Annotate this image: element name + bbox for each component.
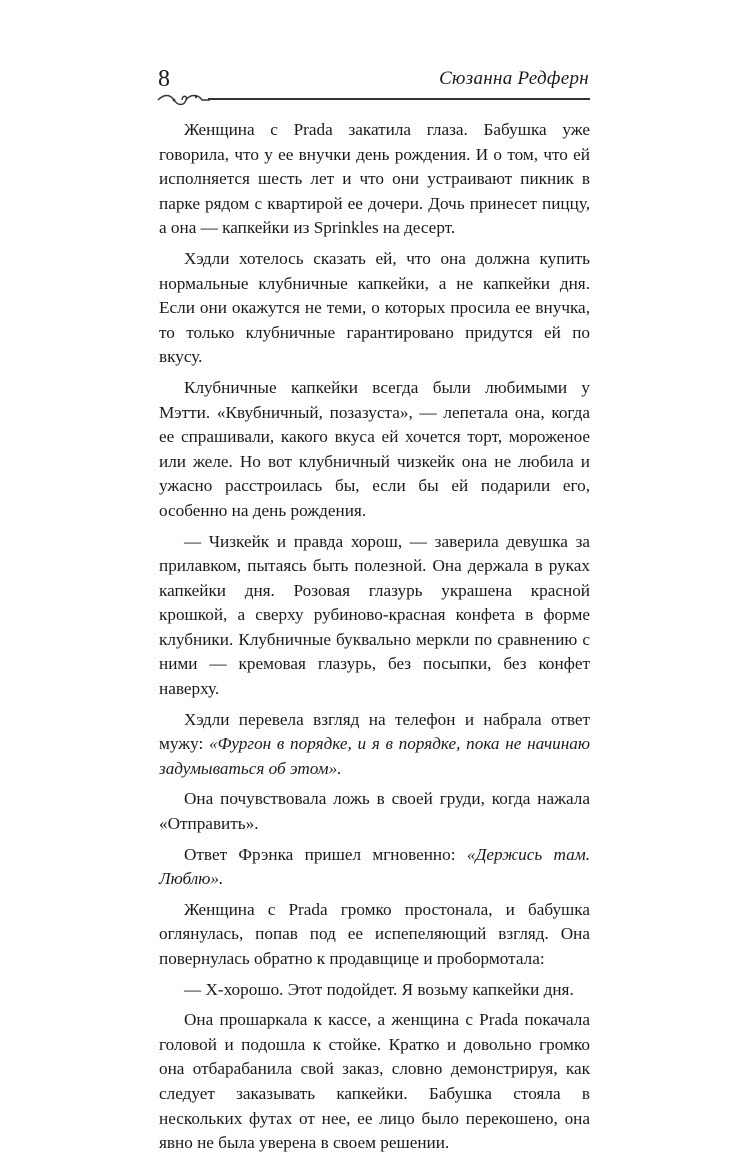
header-ornament-icon xyxy=(156,93,210,107)
italic-message: «Фургон в порядке, и я в порядке, пока не начинаю задумываться об этом». xyxy=(159,734,590,778)
paragraph: Хэдли хотелось сказать ей, что она должна купить нормальные клубничные капкейки, а не капкейки дня. Если они окажутся не теми, о которых просила ее внучка, то только клубничные гарантировано придутся ей по вкусу. xyxy=(159,248,590,367)
paragraph: — Чизкейк и правда хорош, — заверила девушка за прилавком, пытаясь быть полезной. Она держала в руках капкейки дня. Розовая глазурь украшена красной крошкой, а сверху рубиново-красная конфета в форме клубники. Клубничные буквально меркли по сравнению с ними — кремовая глазурь, без посыпки, без конфет наверху. xyxy=(159,531,590,699)
paragraph: Женщина с Prada громко простонала, и бабушка оглянулась, попав под ее испепеляющий взгляд. Она повернулась обратно к продавщице и пробормотала: xyxy=(159,899,590,968)
body-text xyxy=(159,118,590,1162)
header-rule xyxy=(208,98,590,100)
paragraph: Она почувствовала ложь в своей груди, когда нажала «Отправить». xyxy=(159,789,590,834)
italic-message: «Держись там. Люблю». xyxy=(159,844,591,889)
paragraph: — Х-хорошо. Этот подойдет. Я возьму капкейки дня. xyxy=(184,979,574,999)
page-number: 8 xyxy=(158,66,170,92)
paragraph: Хэдли перевела взгляд на телефон и набрала ответ мужу: «Фургон в порядке, и я в порядке, пока не начинаю задумываться об этом». xyxy=(159,709,590,778)
running-head-author: Сюзанна Редферн xyxy=(439,68,589,89)
paragraph: Она прошаркала к кассе, а женщина с Prada покачала головой и подошла к стойке. Кратко и довольно громко она отбарабанила свой заказ, словно демонстрируя, как следует заказывать капкейки. Бабушка стояла в нескольких футах от нее, ее лицо было перекошено, она явно не была уверена в своем решении. xyxy=(159,1010,590,1153)
paragraph: Клубничные капкейки всегда были любимыми у Мэтти. «Квубничный, позазуста», — лепетала она, когда ее спрашивали, какого вкуса ей хочется торт, мороженое или желе. Но вот клубничный чизкейк она не любила и ужасно расстроилась бы, если бы ей подарили его, особенно на день рождения. xyxy=(159,377,590,520)
paragraph: Женщина с Prada закатила глаза. Бабушка уже говорила, что у ее внучки день рождения. И о том, что ей исполняется шесть лет и что они устраивают пикник в парке рядом с квартирой ее дочери. Дочь принесет пиццу, а она — капкейки из Sprinkles на десерт. xyxy=(159,120,590,238)
paragraph: Ответ Фрэнка пришел мгновенно: «Держись там. Люблю». xyxy=(159,844,591,889)
